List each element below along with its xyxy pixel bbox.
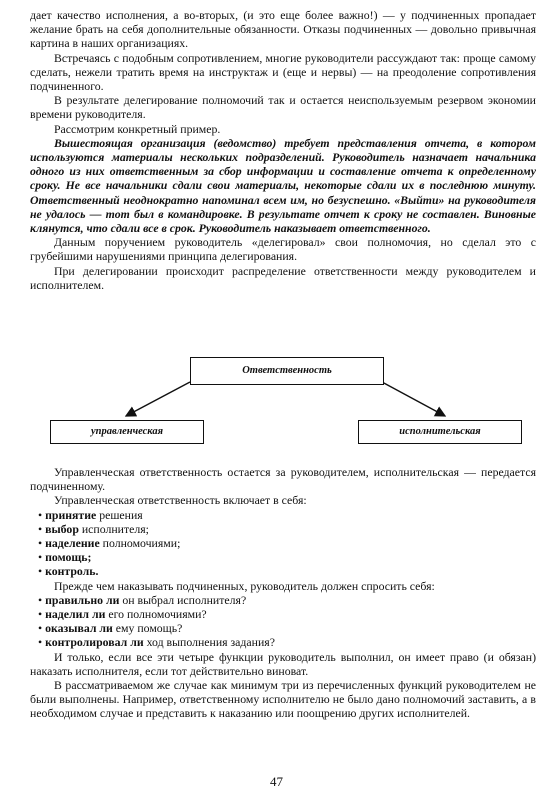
list-item: • наделение полномочиями; — [38, 536, 181, 551]
list-item: • наделил ли его полномочиями? — [38, 607, 207, 622]
diagram-box-top: Ответственность — [190, 357, 384, 385]
list-item: • помощь; — [38, 550, 92, 565]
list-item: • выбор исполнителя; — [38, 521, 149, 536]
text-block-top — [30, 8, 536, 292]
paragraph-7: Управленческая ответственность остается за руководителем, исполнительская — передается подчиненному. — [30, 465, 536, 494]
arrow-left — [126, 382, 190, 416]
paragraph-6: При делегировании происходит распределение ответственности между руководителем и исполнителем. — [30, 263, 536, 292]
arrow-right — [382, 382, 445, 416]
list-item: • контроль. — [38, 564, 99, 579]
text-block-bottom — [30, 465, 536, 721]
paragraph-3: В результате делегирование полномочий так и остается неиспользуемым резервом экономии времени руководителя. — [30, 93, 536, 122]
list-item: • оказывал ли ему помощь? — [38, 621, 183, 636]
paragraph-10: И только, если все эти четыре функции руководитель выполнил, он имеет право (и обязан) наказать исполнителя, если тот действительно виноват. — [30, 649, 536, 678]
paragraph-9: Прежде чем наказывать подчиненных, руководитель должен спросить себя: — [54, 578, 435, 593]
responsibility-diagram — [40, 346, 530, 458]
list-item: • правильно ли он выбрал исполнителя? — [38, 592, 247, 607]
list-item: • принятие решения — [38, 507, 143, 522]
paragraph-4: Рассмотрим конкретный пример. — [54, 121, 221, 136]
paragraph-8: Управленческая ответственность включает в себя: — [54, 493, 307, 508]
list-item: • контролировал ли ход выполнения задания? — [38, 635, 275, 650]
page-number: 47 — [270, 774, 283, 789]
paragraph-5: Данным поручением руководитель «делегировал» свои полномочия, но сделал это с грубейшими нарушениями принципа делегирования. — [30, 235, 536, 264]
diagram-box-left: управленческая — [50, 420, 204, 444]
paragraph-11: В рассматриваемом же случае как минимум три из перечисленных функций руководителем не были выполнены. Например, ответственному исполнителю не было дано полномочий заставить, а в необходимом случае и представить к наказанию или поощрению других исполнителей. — [30, 678, 536, 721]
example-paragraph: Вышестоящая организация (ведомство) требует представления отчета, в котором используются материалы нескольких подразделений. Руководитель назначает начальника одного из них ответственным за сбор информации и составление отчета к определенному сроку. Не все начальники сдали свои материалы, некоторые сдали их в последнюю минуту. Ответственный неоднократно напоминал всем им, но безуспешно. «Выйти» на руководителя не удалось — тот был в командировке. В результате отчет к сроку не составлен. Виновные клянутся, что сдали все в срок. Руководитель наказывает ответственного. — [30, 135, 536, 236]
diagram-box-right: исполнительская — [358, 420, 522, 444]
paragraph-2: Встречаясь с подобным сопротивлением, многие руководители рассуждают так: проще самому сделать, нежели тратить время на инструктаж и (еще и нервы) — на преодоление сопротивления подчиненного. — [30, 50, 536, 94]
paragraph-1: дает качество исполнения, а во-вторых, (и это еще более важно!) — у подчиненных пропадает желание брать на себя дополнительные обязанности. Отказы подчиненных — довольно привычная картина в наших организациях. — [30, 8, 536, 51]
